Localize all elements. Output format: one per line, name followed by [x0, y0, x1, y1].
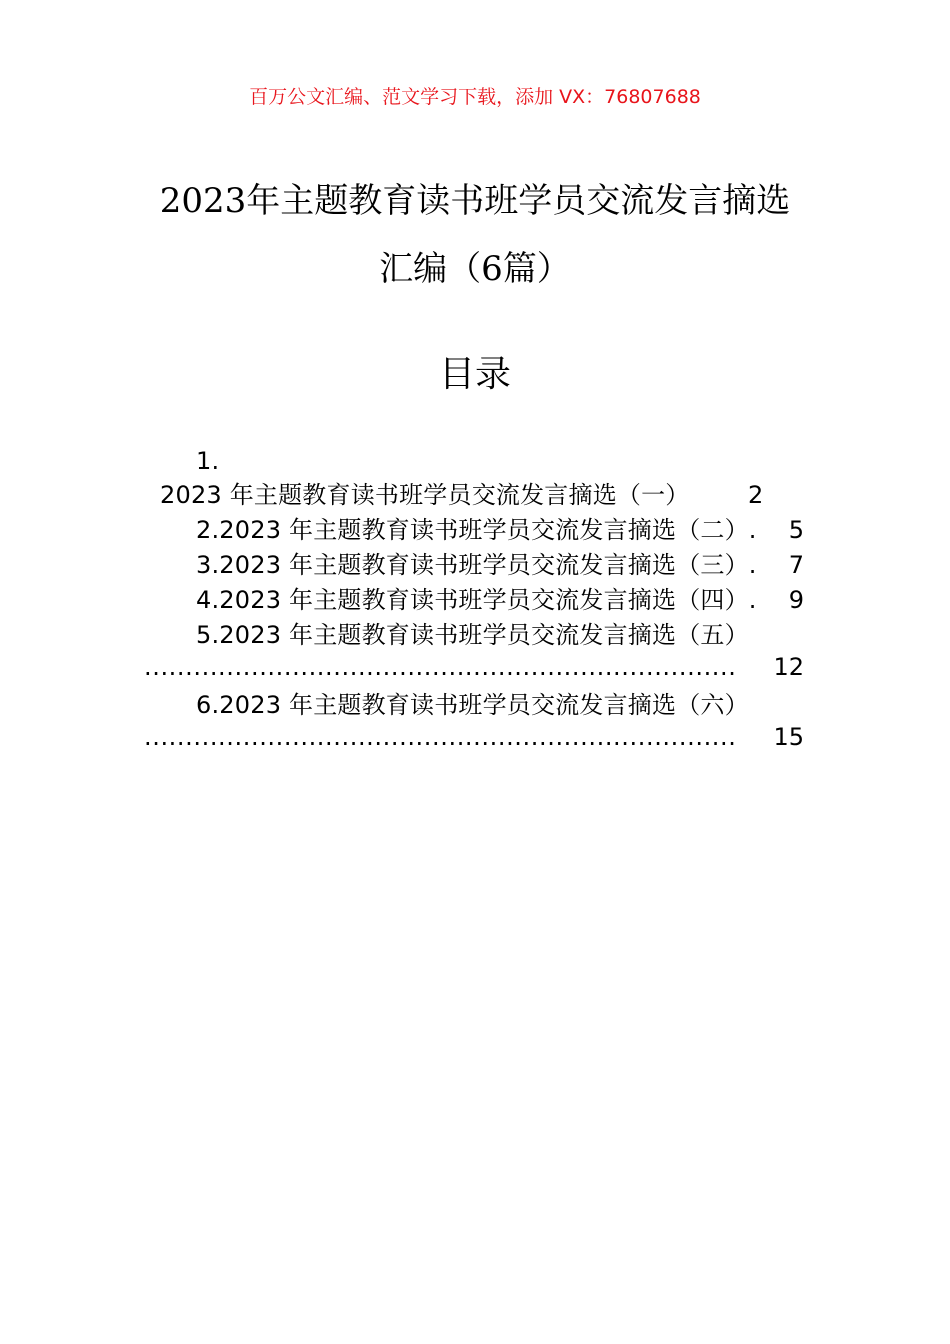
toc-entry-3-text[interactable]: 3.2023 年主题教育读书班学员交流发言摘选（三）. — [196, 551, 757, 579]
toc-entry-5-text[interactable]: 5.2023 年主题教育读书班学员交流发言摘选（五） — [196, 621, 749, 649]
toc-entry-2-page[interactable]: 5 — [788, 516, 804, 544]
document-title-line-1 — [0, 178, 950, 224]
toc-entry-6-leader: ........................................................................ — [144, 723, 737, 751]
toc-entry-1-text[interactable]: 2023 年主题教育读书班学员交流发言摘选（一） — [160, 481, 690, 509]
toc-entry-5-page[interactable]: 12 — [773, 653, 804, 681]
toc-entry-2-text[interactable]: 2.2023 年主题教育读书班学员交流发言摘选（二）. — [196, 516, 757, 544]
toc-entry-4-text[interactable]: 4.2023 年主题教育读书班学员交流发言摘选（四）. — [196, 586, 757, 614]
toc-entry-4-page[interactable]: 9 — [788, 586, 804, 614]
title-collection-suffix: 篇） — [502, 249, 571, 289]
title-collection-prefix: 汇编（ — [379, 249, 482, 289]
toc-entry-5-leader: ........................................................................ — [144, 653, 737, 681]
title-text: 年主题教育读书班学员交流发言摘选 — [246, 181, 791, 221]
promo-header: 百万公文汇编、范文学习下载，添加 VX：76807688 — [249, 86, 701, 108]
toc-heading: 目录 — [438, 354, 511, 395]
toc-entry-6-page[interactable]: 15 — [773, 723, 804, 751]
toc-entry-3-page[interactable]: 7 — [788, 551, 804, 579]
title-count: 6 — [481, 249, 503, 289]
document-title-line-2 — [0, 246, 950, 292]
toc-entry-1-page[interactable]: 2 — [748, 481, 764, 509]
title-year: 2023 — [159, 181, 247, 221]
toc-entry-6-text[interactable]: 6.2023 年主题教育读书班学员交流发言摘选（六） — [196, 691, 749, 719]
toc-entry-1-number[interactable]: 1. — [196, 447, 220, 475]
